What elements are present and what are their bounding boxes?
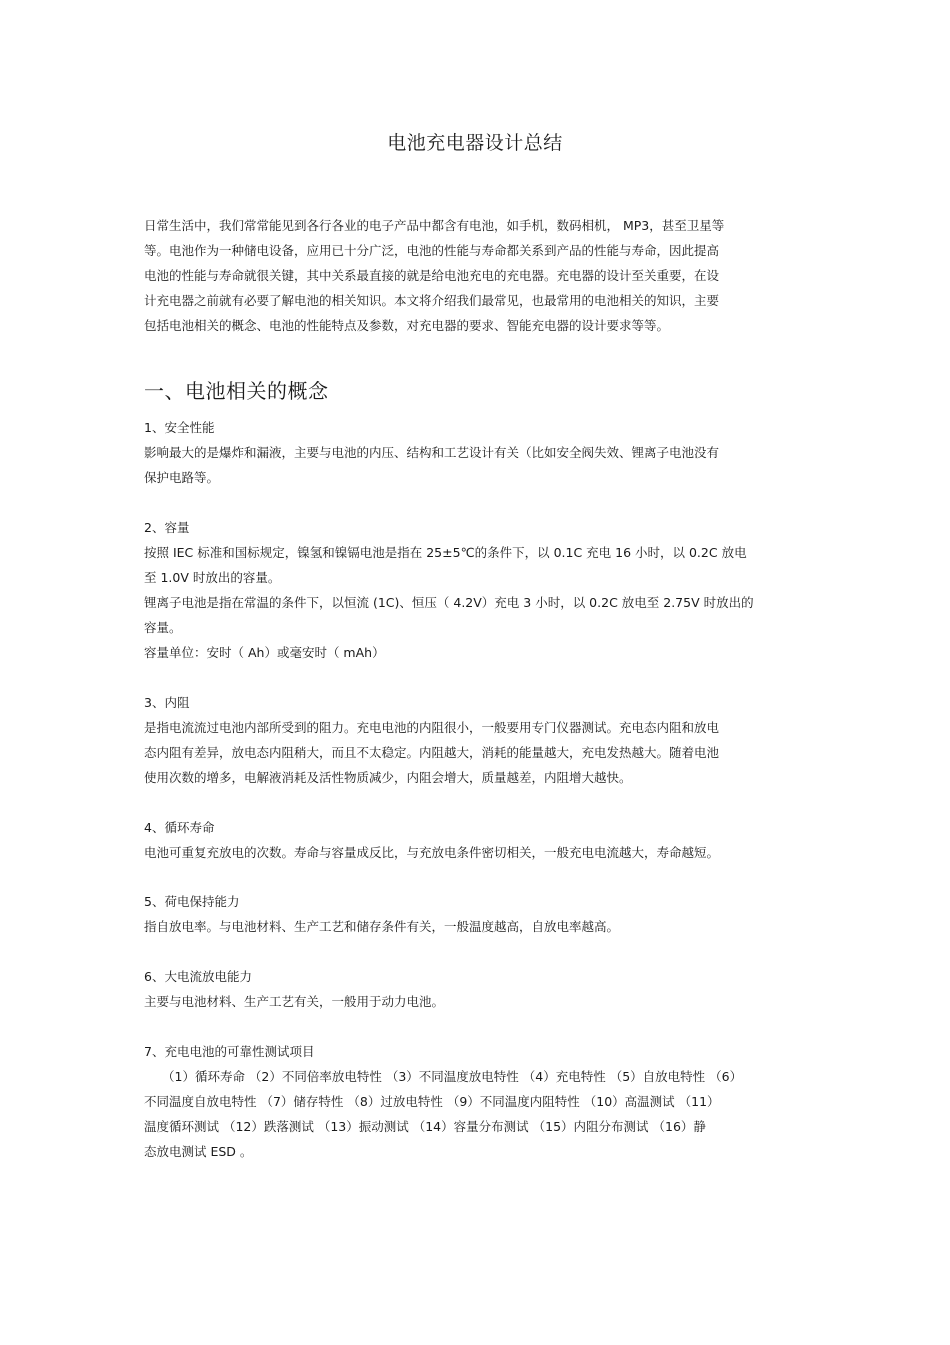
intro-paragraph: [144, 213, 810, 338]
item-line: 按照 IEC 标准和国标规定，镍氢和镍镉电池是指在 25±5℃的条件下，以 0.1C 充电 16 小时，以 0.2C 放电: [144, 545, 747, 560]
item-title: 2、容量: [144, 520, 190, 535]
item-line: 影响最大的是爆炸和漏液，主要与电池的内压、结构和工艺设计有关（比如安全阀失效、锂离子电池没有: [144, 445, 720, 460]
intro-line: 包括电池相关的概念、电池的性能特点及参数，对充电器的要求、智能充电器的设计要求等等。: [144, 318, 670, 333]
item-line: 锂离子电池是指在常温的条件下，以恒流 (1C)、恒压（ 4.2V）充电 3 小时，以 0.2C 放电至 2.75V 时放出的: [144, 595, 754, 610]
document-title: 电池充电器设计总结: [387, 132, 563, 154]
item-title: 5、荷电保持能力: [144, 894, 240, 909]
item-title: 7、充电电池的可靠性测试项目: [144, 1044, 315, 1059]
item-line: 至 1.0V 时放出的容量。: [144, 570, 281, 585]
intro-line: 计充电器之前就有必要了解电池的相关知识。本文将介绍我们最常见，也最常用的电池相关的知识，主要: [144, 293, 720, 308]
item-cycle-life: [144, 815, 810, 865]
intro-line: 等。电池作为一种储电设备，应用已十分广泛，电池的性能与寿命都关系到产品的性能与寿命，因此提高: [144, 243, 720, 258]
item-line: 保护电路等。: [144, 470, 220, 485]
item-line: 主要与电池材料、生产工艺有关，一般用于动力电池。: [144, 994, 445, 1009]
item-high-current-discharge: [144, 964, 810, 1014]
item-line: 态放电测试 ESD 。: [144, 1144, 253, 1159]
item-title: 6、大电流放电能力: [144, 969, 252, 984]
intro-line: 日常生活中，我们常常能见到各行各业的电子产品中都含有电池，如手机，数码相机， MP3，甚至卫星等: [144, 218, 725, 233]
item-line: 容量单位：安时（ Ah）或毫安时（ mAh）: [144, 645, 385, 660]
item-reliability-tests: [144, 1039, 810, 1164]
item-line: 态内阻有差异，放电态内阻稍大，而且不太稳定。内阻越大，消耗的能量越大，充电发热越大。随着电池: [144, 745, 720, 760]
item-line: 不同温度自放电特性 （7）储存特性 （8）过放电特性 （9）不同温度内阻特性 （10）高温测试 （11）: [144, 1094, 720, 1109]
item-charge-retention: [144, 889, 810, 939]
item-title: 3、内阻: [144, 695, 190, 710]
item-safety: [144, 415, 810, 490]
item-line: （1）循环寿命 （2）不同倍率放电特性 （3）不同温度放电特性 （4）充电特性 （5）自放电特性 （6）: [162, 1069, 743, 1084]
item-line: 指自放电率。与电池材料、生产工艺和储存条件有关，一般温度越高，自放电率越高。: [144, 919, 620, 934]
item-internal-resistance: [144, 690, 810, 790]
item-line: 电池可重复充放电的次数。寿命与容量成反比，与充放电条件密切相关，一般充电电流越大，寿命越短。: [144, 845, 720, 860]
item-title: 4、循环寿命: [144, 820, 215, 835]
item-line: 使用次数的增多，电解液消耗及活性物质减少，内阻会增大，质量越差，内阻增大越快。: [144, 770, 632, 785]
section-heading: 一、电池相关的概念: [144, 379, 329, 403]
item-line: 容量。: [144, 620, 182, 635]
item-line: 温度循环测试 （12）跌落测试 （13）振动测试 （14）容量分布测试 （15）内阻分布测试 （16）静: [144, 1119, 706, 1134]
item-title: 1、安全性能: [144, 420, 215, 435]
item-line: 是指电流流过电池内部所受到的阻力。充电电池的内阻很小，一般要用专门仪器测试。充电态内阻和放电: [144, 720, 720, 735]
intro-line: 电池的性能与寿命就很关键，其中关系最直接的就是给电池充电的充电器。充电器的设计至关重要，在设: [144, 268, 720, 283]
item-capacity: [144, 515, 810, 665]
